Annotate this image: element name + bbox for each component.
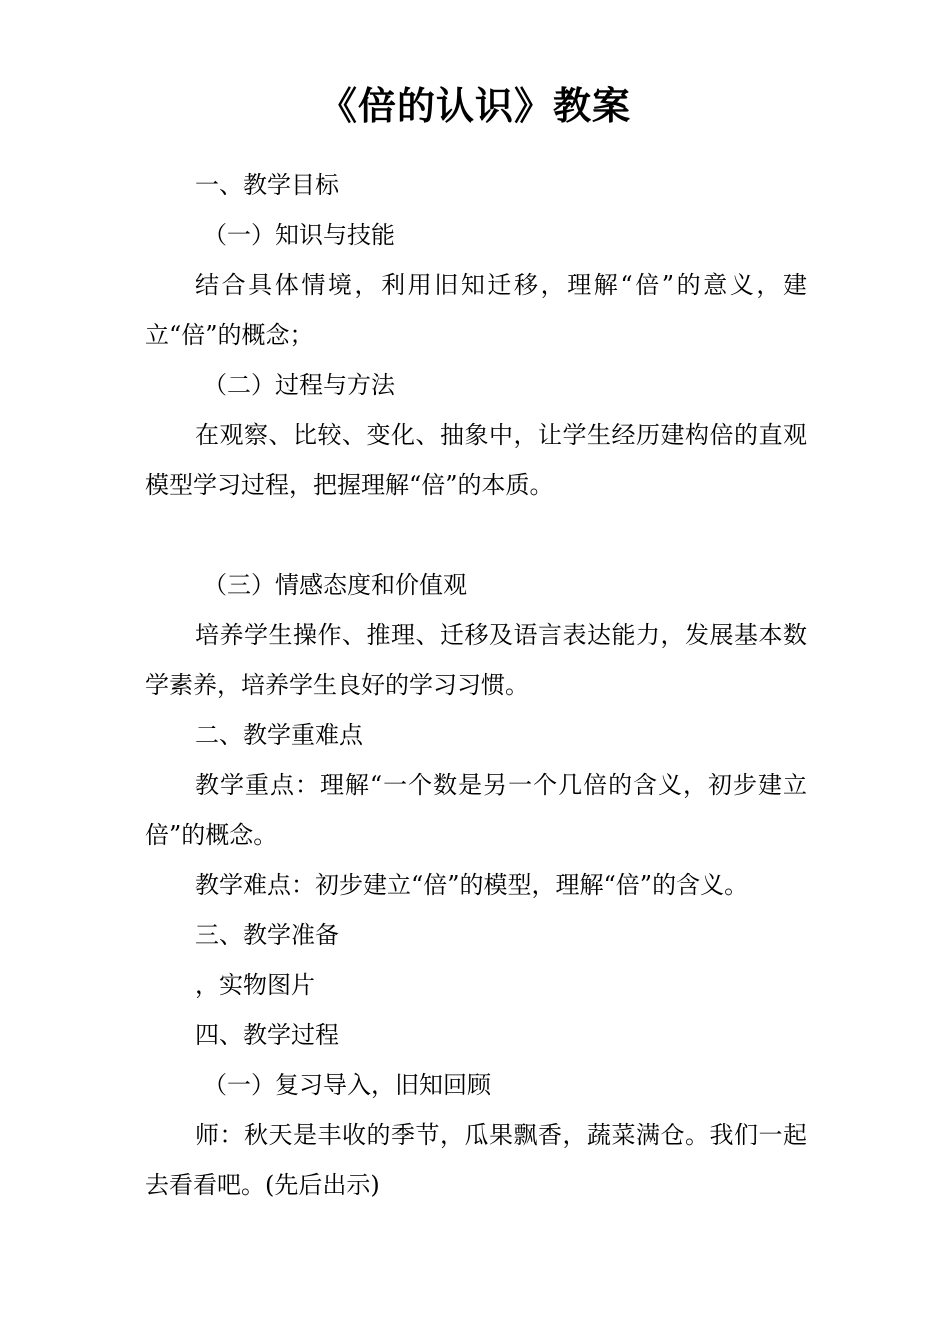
section-heading-objectives: 一、教学目标: [195, 171, 339, 199]
document-title: 《倍的认识》教案: [318, 84, 631, 128]
paragraph-process: 在观察、比较、变化、抽象中，让学生经历建构倍的直观模型学习过程，把握理解“倍”的本质。: [145, 421, 807, 499]
subsection-heading-attitude: （三）情感态度和价值观: [203, 571, 467, 599]
section-heading-process: 四、教学过程: [195, 1021, 339, 1049]
subsection-heading-review: （一）复习导入，旧知回顾: [203, 1071, 491, 1099]
subsection-heading-process: （二）过程与方法: [203, 371, 395, 399]
paragraph-knowledge: 结合具体情境，利用旧知迁移，理解“倍”的意义，建立“倍”的概念；: [145, 271, 807, 349]
paragraph-key-point: 教学重点：理解“一个数是另一个几倍的含义，初步建立倍”的概念。: [145, 771, 807, 849]
paragraph-preparation: ，实物图片: [195, 971, 315, 999]
paragraph-difficult-point: 教学难点：初步建立“倍”的模型，理解“倍”的含义。: [195, 871, 749, 899]
blank-line: [145, 510, 807, 560]
subsection-heading-knowledge: （一）知识与技能: [203, 221, 395, 249]
paragraph-attitude: 培养学生操作、推理、迁移及语言表达能力，发展基本数学素养，培养学生良好的学习习惯。: [145, 621, 807, 699]
section-heading-key-points: 二、教学重难点: [195, 721, 363, 749]
document-body: [145, 160, 807, 1210]
paragraph-teacher-intro: 师：秋天是丰收的季节，瓜果飘香，蔬菜满仓。我们一起去看看吧。(先后出示): [145, 1121, 807, 1199]
section-heading-preparation: 三、教学准备: [195, 921, 339, 949]
